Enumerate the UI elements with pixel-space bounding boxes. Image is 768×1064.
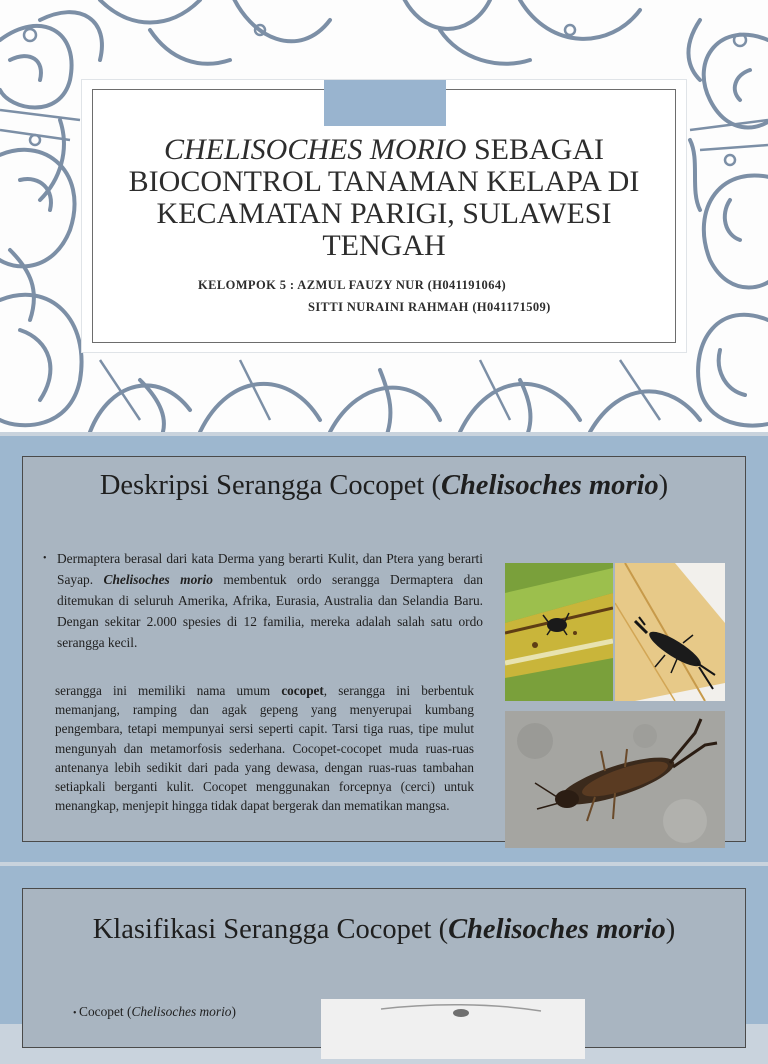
earwig-photo-grey bbox=[505, 711, 725, 848]
classification-photo bbox=[321, 999, 585, 1059]
description-card bbox=[22, 456, 746, 842]
para-prefix: serangga ini memiliki nama umum bbox=[55, 683, 282, 698]
classification-bullet bbox=[73, 1004, 236, 1020]
earwig-photo-leaf bbox=[505, 563, 613, 701]
bullet-suffix: ) bbox=[231, 1004, 236, 1019]
bullet-text bbox=[43, 548, 483, 653]
classification-heading bbox=[83, 913, 685, 947]
bullet-prefix: Cocopet ( bbox=[79, 1004, 132, 1019]
description-bullet bbox=[43, 548, 483, 653]
description-paragraph bbox=[55, 681, 474, 815]
heading-prefix: Klasifikasi Serangga Cocopet ( bbox=[92, 914, 449, 945]
heading-prefix: Deskripsi Serangga Cocopet ( bbox=[99, 470, 441, 501]
para-suffix: , serangga ini berbentuk memanjang, ramping dan agak gepeng yang menyerupai kumbang pengembara, tetapi mempunyai sersi seperti capit. Tarsi tiga ruas, tipe mulut mengunyah dan metamorfosis sederhana. Cocopet-cocopet muda ruas-ruas antenanya lebih sedikit dari pada yang dewasa, dengan ruas-ruas tambahan setiapkali berganti kulit. Cocopet menggunakan forcepnya (cerci) untuk menangkap, menjepit hingga tidak dapat bergerak dan mematikan mangsa. bbox=[55, 683, 474, 814]
bullet-prefix: Dermaptera berasal dari kata Derma yang berarti Kulit, dan Ptera yang berarti Sayap. bbox=[57, 551, 483, 587]
description-slide bbox=[0, 436, 768, 862]
title-italic: CHELISOCHES MORIO bbox=[164, 133, 467, 166]
slide-title bbox=[104, 134, 664, 262]
description-heading bbox=[83, 469, 685, 503]
bullet-dot-icon: • bbox=[73, 1008, 80, 1019]
heading-species: Chelisoches morio bbox=[448, 914, 666, 945]
title-slide bbox=[0, 0, 768, 432]
heading-suffix: ) bbox=[658, 470, 669, 501]
authors-line-2: SITTI NURAINI RAHMAH (H041171509) bbox=[308, 300, 551, 314]
accent-tab bbox=[324, 80, 446, 126]
heading-suffix: ) bbox=[665, 914, 676, 945]
authors-line-1: KELOMPOK 5 : AZMUL FAUZY NUR (H041191064) bbox=[198, 278, 507, 292]
bullet-species: Chelisoches morio bbox=[131, 1004, 232, 1019]
title-card bbox=[82, 80, 686, 352]
earwig-photo-close bbox=[615, 563, 725, 701]
bullet-suffix: membentuk ordo serangga Dermaptera dan ditemukan di seluruh Amerika, Afrika, Eurasia, Australia dan Selandia Baru. Dengan sekitar 2.000 spesies di 12 familia, mereka adalah salah satu ordo serangga kecil. bbox=[57, 572, 483, 650]
title-rest: SEBAGAI BIOCONTROL TANAMAN KELAPA DI KECAMATAN PARIGI, SULAWESI TENGAH bbox=[128, 133, 640, 262]
bullet-species: Chelisoches morio bbox=[103, 572, 213, 587]
classification-card bbox=[22, 888, 746, 1048]
bullet-dot-icon: • bbox=[43, 553, 47, 564]
heading-species: Chelisoches morio bbox=[440, 470, 659, 501]
classification-slide bbox=[0, 866, 768, 1024]
para-common-name: cocopet bbox=[281, 683, 324, 698]
